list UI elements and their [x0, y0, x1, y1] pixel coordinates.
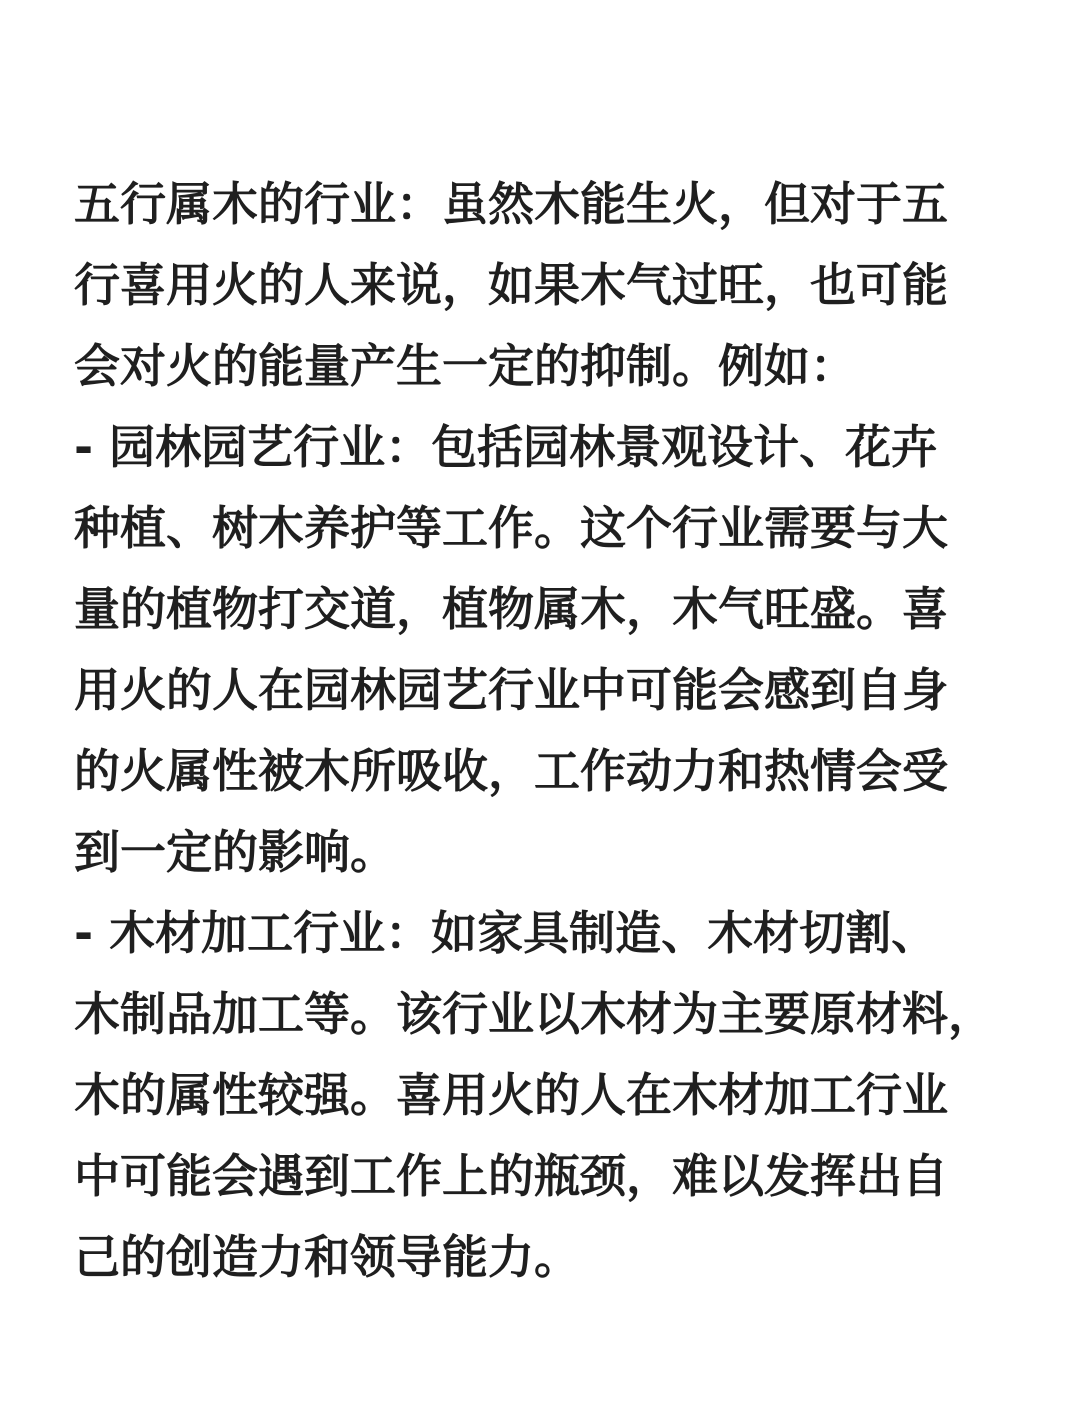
text-line: 的火属性被木所吸收，工作动力和热情会受: [74, 744, 948, 798]
text-line: 木的属性较强。喜用火的人在木材加工行业: [74, 1068, 948, 1122]
text-line: 木制品加工等。该行业以木材为主要原材料，: [74, 987, 994, 1041]
text-line: - 木材加工行业：如家具制造、木材切割、: [74, 906, 938, 960]
text-line: 到一定的影响。: [74, 825, 396, 879]
text-line: 五行属木的行业：虽然木能生火，但对于五: [74, 177, 948, 231]
text-line: 用火的人在园林园艺行业中可能会感到自身: [74, 663, 948, 717]
text-line: 己的创造力和领导能力。: [74, 1230, 580, 1284]
text-line: 会对火的能量产生一定的抑制。例如：: [74, 339, 856, 393]
text-line: - 园林园艺行业：包括园林景观设计、花卉: [74, 420, 938, 474]
text-line: 行喜用火的人来说，如果木气过旺，也可能: [74, 258, 948, 312]
article-text: [74, 172, 1034, 1306]
text-line: 种植、树木养护等工作。这个行业需要与大: [74, 501, 948, 555]
text-line: 量的植物打交道，植物属木，木气旺盛。喜: [74, 582, 948, 636]
text-line: 中可能会遇到工作上的瓶颈，难以发挥出自: [74, 1149, 948, 1203]
